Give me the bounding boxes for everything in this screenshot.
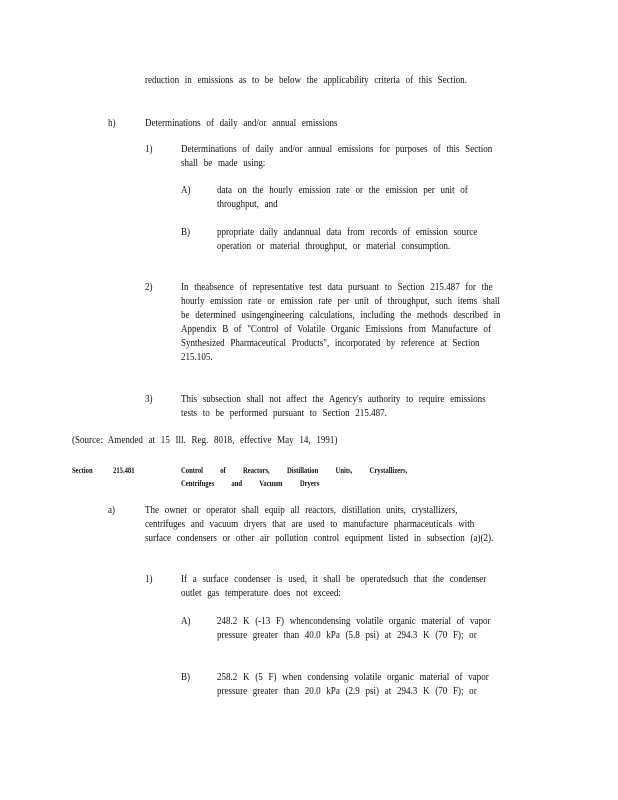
item-a1b-text: 258.2 K (5 F) when condensing volatile organic material of vapor pressure greater than 20.0 kPa (2.9 psi) at 294.3 K (70 F); or [217, 672, 489, 697]
item-h1a-text: data on the hourly emission rate or the emission per unit of throughput, and [217, 185, 468, 210]
item-h2-label: 2) [145, 282, 153, 293]
item-h3-label: 3) [145, 394, 153, 405]
item-h1b-text: ppropriate daily andannual data from records of emission source operation or material throughput, or material consumption. [217, 227, 478, 252]
section-number: 215.481 [113, 465, 135, 475]
item-a1-text: If a surface condenser is used, it shall be operatedsuch that the condenser outlet gas temperature does not exceed: [181, 574, 487, 599]
continued-paragraph: reduction in emissions as to be below the applicability criteria of this Section. [145, 75, 467, 86]
item-a-label: a) [108, 505, 116, 516]
item-h1-text: Determinations of daily and/or annual emissions for purposes of this Section shall be made using: [181, 144, 493, 169]
item-h1b-label: B) [181, 227, 191, 238]
item-a1a-text: 248.2 K (-13 F) whencondensing volatile organic material of vapor pressure greater than 40.0 kPa (5.8 psi) at 294.3 K (70 F); or [217, 616, 491, 641]
item-h1-label: 1) [145, 144, 153, 155]
item-h-text: Determinations of daily and/or annual emissions [145, 118, 338, 129]
item-h3-text: This subsection shall not affect the Agency's authority to require emissions tests to be performed pursuant to Section 215.487. [181, 394, 486, 419]
item-a1a-label: A) [181, 616, 191, 627]
section-title-line1: Control of Reactors, Distillation Units, Crystallizers, [181, 465, 408, 475]
item-h-label: h) [108, 118, 116, 129]
item-a1b-label: B) [181, 672, 191, 683]
item-h1a-label: A) [181, 185, 191, 196]
section-label: Section [72, 465, 93, 475]
item-a-text: The owner or operator shall equip all reactors, distillation units, crystallizers, centrifuges and vacuum dryers that are used to manufacture pharmaceuticals with surface condensers or other air pollution control equipment listed in subsection (a)(2). [145, 505, 494, 544]
source-note: (Source: Amended at 15 Ill. Reg. 8018, effective May 14, 1991) [72, 435, 338, 446]
item-a1-label: 1) [145, 574, 153, 585]
section-title-line2: Centrifuges and Vacuum Dryers [181, 478, 320, 488]
item-h2-text: In theabsence of representative test data pursuant to Section 215.487 for the hourly emission rate or emission rate per unit of throughput, such items shall be determined usingengineering calculations, including the methods described in Appendix B of "Control of Volatile Organic Emissions from Manufacture of Synthesized Pharmaceutical Products", incorporated by reference at Section 215.105. [181, 282, 501, 363]
